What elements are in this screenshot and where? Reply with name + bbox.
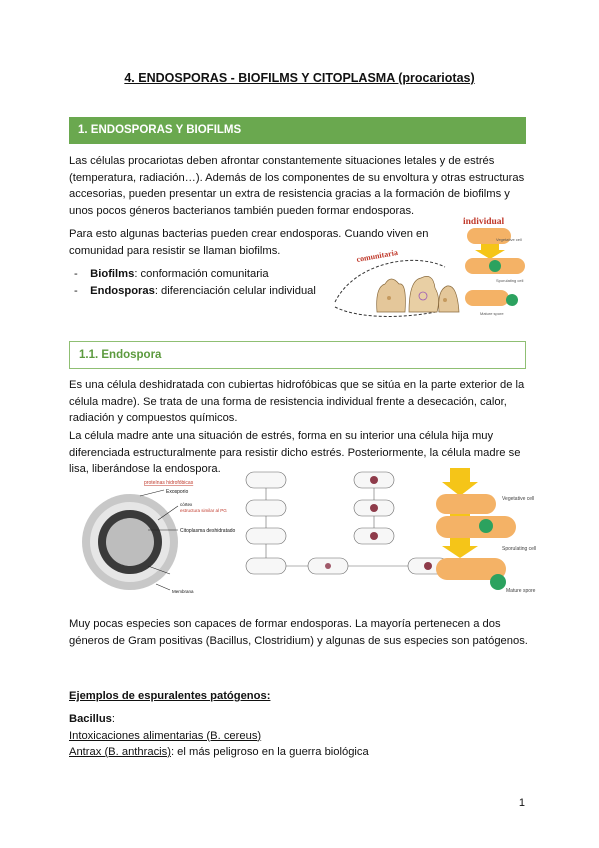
spore bbox=[489, 260, 501, 272]
list-item bbox=[69, 728, 539, 745]
sporulating-cell bbox=[436, 516, 516, 538]
page-title: 4. ENDOSPORAS - BIOFILMS Y CITOPLASMA (procariotas) bbox=[124, 71, 475, 85]
genus-name: Bacillus bbox=[69, 713, 112, 725]
list-item: - Biofilms: conformación comunitaria bbox=[74, 268, 269, 280]
endospore-structure-figure bbox=[78, 466, 544, 604]
page-number: 1 bbox=[518, 797, 525, 809]
section-heading: 1. ENDOSPORAS Y BIOFILMS bbox=[69, 117, 526, 144]
cell-label: Vegetative cell bbox=[496, 237, 522, 242]
text-line: comunidad para resistir se llaman biofilms. bbox=[69, 244, 281, 257]
fig-label: proteínas hidrofóbicas bbox=[144, 480, 194, 486]
example-link[interactable]: Antrax (B. anthracis) bbox=[69, 746, 171, 758]
text-line: radiación y compuestos químicos. bbox=[69, 412, 238, 424]
text-line: accesorias, pueden presentar un extra de resistencia gracias a la formación de biofilms y bbox=[69, 188, 510, 200]
mother-cell bbox=[465, 290, 509, 306]
biofilm-colonies bbox=[377, 276, 459, 312]
list-text: : conformación comunitaria bbox=[134, 268, 269, 280]
paragraph-endospora bbox=[69, 377, 539, 427]
text-line: (temperatura, radiación…). Además de los componentes de su envoltura y otras estructuras bbox=[69, 171, 525, 184]
cell-label: Sporulating cell bbox=[502, 546, 537, 552]
cell-label: Mature spore bbox=[480, 311, 504, 316]
text-line: diferenciada estructuralmente para resistir dicho estrés. Posteriormente, la célula madre se bbox=[69, 446, 521, 459]
arrow-down bbox=[475, 244, 505, 259]
cell-label: Sporulating cell bbox=[496, 278, 524, 283]
text-line: unos pocos géneros bacterianos también pueden formar endosporas. bbox=[69, 204, 415, 217]
fig-label: Exosporio bbox=[166, 489, 189, 495]
paragraph-intro bbox=[69, 153, 539, 219]
text-line: célula madre). Se trata de una forma de resistencia individual frente a desecación, calor, bbox=[69, 395, 507, 408]
text-line: Es una célula deshidratada con cubiertas hidrofóbicas que se sitúa en la parte exterior de la bbox=[69, 379, 525, 391]
fig-label: estructura similar al PG bbox=[180, 508, 227, 513]
text-line: La célula madre ante una situación de estrés, forma en su interior una célula hija muy bbox=[69, 430, 494, 442]
paragraph-species bbox=[69, 616, 539, 649]
endospore-sequence bbox=[465, 228, 525, 316]
spore-cross-section bbox=[82, 480, 236, 594]
cell-sequence bbox=[436, 468, 536, 594]
genus-line bbox=[69, 711, 539, 728]
example-text: : el más peligroso en la guerra biológica bbox=[170, 746, 369, 758]
mature-spore bbox=[506, 294, 518, 306]
text-line: géneros de Gram positivas (Bacillus, Clostridium) y algunas de sus especies son patógenos. bbox=[69, 634, 528, 647]
text-line: Muy pocas especies son capaces de formar endosporas. La mayoría pertenecen a dos bbox=[69, 618, 501, 630]
fig-label: Citoplasma deshidratado bbox=[180, 528, 236, 534]
subsection-heading: 1.1. Endospora bbox=[69, 341, 526, 369]
list-item: - Endosporas: diferenciación celular individual bbox=[74, 284, 316, 297]
sporulation-diagram bbox=[246, 472, 448, 574]
cell-label: Mature spore bbox=[506, 588, 536, 594]
examples-list bbox=[69, 711, 539, 761]
arrow-down bbox=[442, 538, 478, 558]
cell-label: Vegetative cell bbox=[502, 496, 535, 502]
examples-heading: Ejemplos de espuralentes patógenos: bbox=[69, 690, 271, 702]
text-line: Para esto algunas bacterias pueden crear endosporas. Cuando viven en bbox=[69, 228, 429, 240]
text-line: lisa, liberándose la endospora. bbox=[69, 463, 221, 475]
stage-cell bbox=[246, 528, 286, 544]
spore bbox=[479, 519, 493, 533]
biofilm-endospore-figure bbox=[325, 212, 540, 322]
fig-label: córtex bbox=[180, 502, 193, 507]
list-text: : diferenciación celular individual bbox=[154, 284, 316, 297]
list-item bbox=[69, 744, 539, 761]
label-comunitaria: comunitaria bbox=[355, 247, 399, 264]
text-line: Las células procariotas deben afrontar constantemente situaciones letales y de estrés bbox=[69, 155, 495, 167]
label-individual: individual bbox=[463, 217, 505, 227]
stage-cell bbox=[246, 472, 286, 488]
arrow-down bbox=[442, 468, 478, 496]
vegetative-cell bbox=[436, 494, 496, 514]
fig-label: Membrana bbox=[172, 589, 194, 594]
list-term: Biofilms bbox=[90, 268, 135, 280]
mature-spore bbox=[490, 574, 506, 590]
genus-colon: : bbox=[111, 713, 116, 725]
stage-cell bbox=[246, 558, 286, 574]
example-link[interactable]: Intoxicaciones alimentarias (B. cereus) bbox=[69, 729, 262, 742]
core bbox=[106, 518, 154, 566]
stage-cell bbox=[246, 500, 286, 516]
list-term: Endosporas bbox=[90, 284, 155, 297]
bullet-list bbox=[74, 266, 334, 299]
